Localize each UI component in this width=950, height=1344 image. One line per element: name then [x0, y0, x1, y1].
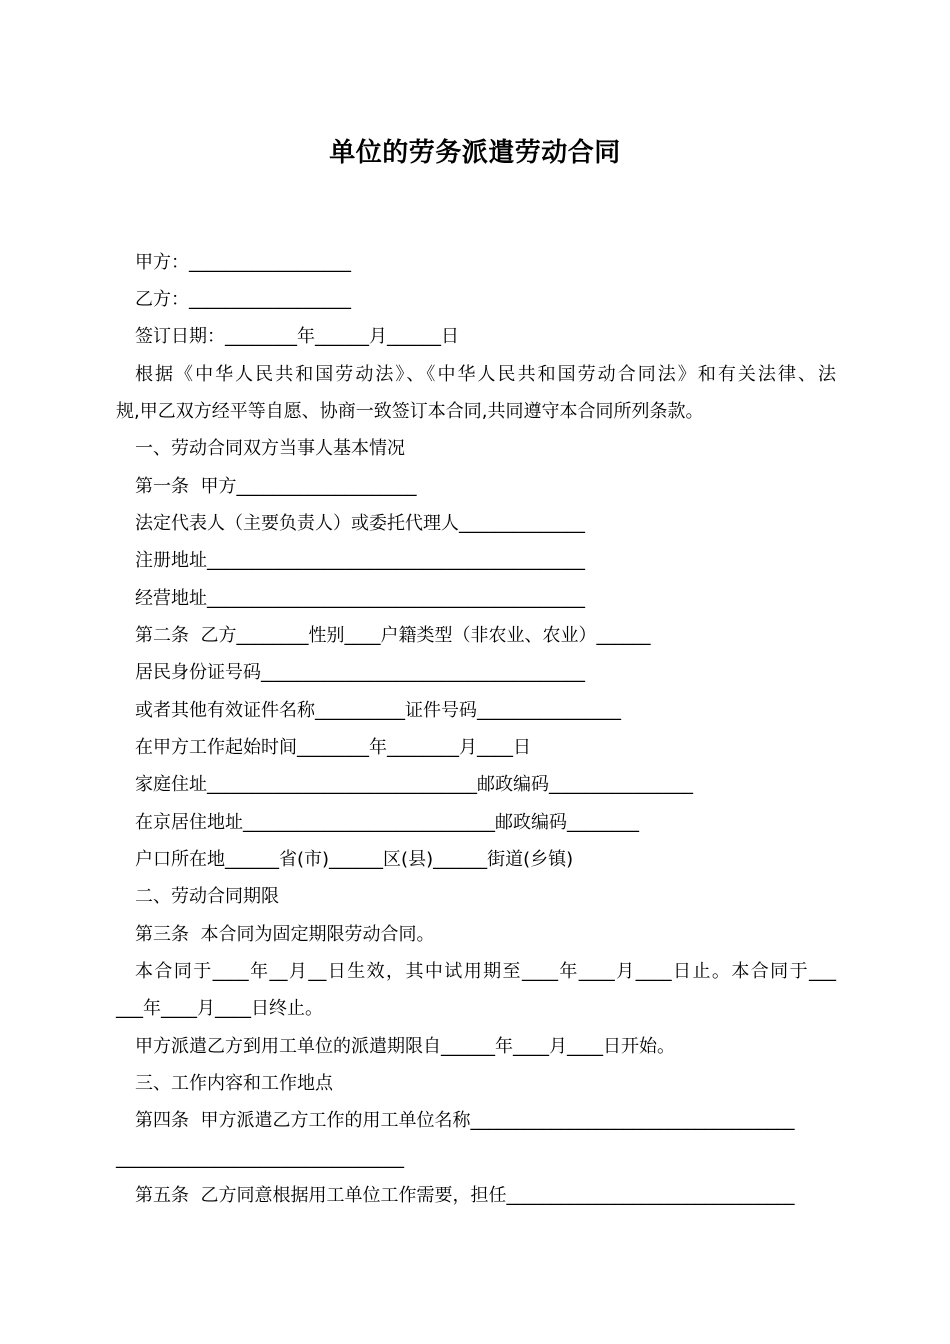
section-heading-3: 三、工作内容和工作地点 [135, 1073, 333, 1094]
preamble-line-2: 规,甲乙双方经平等自愿、协商一致签订本合同,共同遵守本合同所列条款。 [116, 401, 704, 422]
party-b-line: 乙方：__________________ [135, 289, 351, 310]
article-4-line: 第四条 甲方派遣乙方工作的用工单位名称____________________________________ [135, 1110, 795, 1131]
preamble-line-1: 根据《中华人民共和国劳动法》、《中华人民共和国劳动合同法》和有关法律、法 [135, 364, 836, 385]
start-date-line: 在甲方工作起始时间________年________月____日 [135, 737, 531, 758]
section-heading-2: 二、劳动合同期限 [135, 886, 279, 907]
beijing-address-line: 在京居住地址____________________________邮政编码________ [135, 812, 639, 833]
id-number-line: 居民身份证号码____________________________________ [135, 662, 585, 683]
household-registration-line: 户口所在地______省(市)______区(县)______街道(乡镇) [135, 849, 574, 870]
signing-date-line: 签订日期：________年______月______日 [135, 326, 459, 347]
article-4-continuation: ________________________________ [116, 1148, 404, 1169]
contract-term-line-1: 本合同于____年__月__日生效，其中试用期至____年____月____日止。本合同于___ [135, 961, 836, 982]
contract-term-line-2: ___年____月____日终止。 [116, 998, 323, 1019]
other-id-line: 或者其他有效证件名称__________证件号码________________ [135, 700, 621, 721]
section-heading-1: 一、劳动合同双方当事人基本情况 [135, 438, 405, 459]
document-title: 单位的劳务派遣劳动合同 [329, 138, 621, 168]
party-a-line: 甲方：__________________ [135, 252, 351, 273]
article-1-line: 第一条 甲方____________________ [135, 476, 417, 497]
home-address-line: 家庭住址______________________________邮政编码________________ [135, 774, 693, 795]
business-address-line: 经营地址__________________________________________ [135, 588, 585, 609]
article-2-line: 第二条 乙方________性别____户籍类型（非农业、农业）______ [135, 625, 651, 646]
article-3-line: 第三条 本合同为固定期限劳动合同。 [135, 924, 435, 945]
article-5-line: 第五条 乙方同意根据用工单位工作需要，担任________________________________ [135, 1185, 795, 1206]
registered-address-line: 注册地址__________________________________________ [135, 550, 585, 571]
legal-rep-line: 法定代表人（主要负责人）或委托代理人______________ [135, 513, 585, 534]
dispatch-period-line: 甲方派遣乙方到用工单位的派遣期限自______年____月____日开始。 [135, 1036, 675, 1057]
